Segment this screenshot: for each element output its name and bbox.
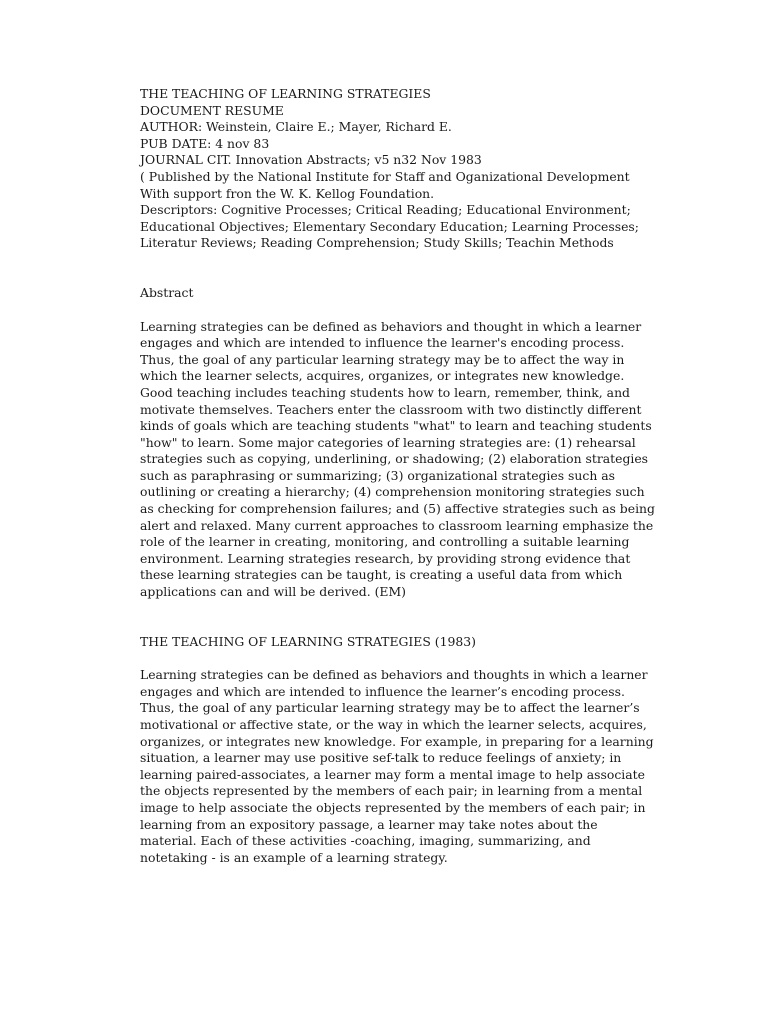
paragraph-line: organizes, or integrates new knowledge. For example, in preparing for a learning [140, 733, 654, 749]
paragraph-line: engages and which are intended to influence the learner's encoding process. [140, 335, 625, 351]
descriptors-line: Literatur Reviews; Reading Comprehension; Study Skills; Teachin Methods [140, 235, 614, 251]
abstract-paragraph [140, 318, 655, 601]
support-line: With support fron the W. K. Kellog Foundation. [140, 185, 435, 201]
paragraph-line: role of the learner in creating, monitoring, and controlling a suitable learning [140, 534, 630, 550]
section-heading: THE TEACHING OF LEARNING STRATEGIES (1983) [140, 633, 476, 649]
paragraph-line: outlining or creating a hierarchy; (4) comprehension monitoring strategies such [140, 484, 645, 500]
document-resume-label: DOCUMENT RESUME [140, 102, 284, 118]
paragraph-line: learning paired-associates, a learner may form a mental image to help associate [140, 766, 645, 782]
document-resume-header [140, 86, 640, 252]
paragraph-line: Thus, the goal of any particular learning strategy may be to affect the way in [140, 351, 625, 367]
paragraph-line: material. Each of these activities -coaching, imaging, summarizing, and [140, 833, 591, 849]
descriptors-line: Descriptors: Cognitive Processes; Critical Reading; Educational Environment; [140, 202, 631, 218]
abstract-heading: Abstract [140, 284, 194, 300]
paragraph-line: learning from an expository passage, a learner may take notes about the [140, 816, 598, 832]
paragraph-line: engages and which are intended to influence the learner’s encoding process. [140, 683, 625, 699]
journal-citation-line: JOURNAL CIT. Innovation Abstracts; v5 n32 Nov 1983 [140, 152, 482, 168]
paragraph-line: Thus, the goal of any particular learning strategy may be to affect the learner’s [140, 700, 640, 716]
document-body [140, 86, 655, 866]
paragraph-line: Good teaching includes teaching students how to learn, remember, think, and [140, 384, 630, 400]
paragraph-line: alert and relaxed. Many current approaches to classroom learning emphasize the [140, 517, 654, 533]
paragraph-line: Learning strategies can be defined as behaviors and thought in which a learner [140, 318, 642, 334]
paragraph-line: environment. Learning strategies research, by providing strong evidence that [140, 550, 631, 566]
descriptors-line: Educational Objectives; Elementary Secondary Education; Learning Processes; [140, 218, 639, 234]
paragraph-line: applications can and will be derived. (EM) [140, 584, 406, 600]
paragraph-line: such as paraphrasing or summarizing; (3) organizational strategies such as [140, 467, 616, 483]
paragraph-line: motivational or affective state, or the way in which the learner selects, acquires, [140, 717, 647, 732]
document-title: THE TEACHING OF LEARNING STRATEGIES [140, 86, 431, 101]
paragraph-line: the objects represented by the members of each pair; in learning from a mental [140, 783, 643, 799]
paragraph-line: "how" to learn. Some major categories of learning strategies are: (1) rehearsal [140, 434, 636, 450]
paragraph-line: motivate themselves. Teachers enter the classroom with two distinctly different [140, 401, 642, 417]
author-line: AUTHOR: Weinstein, Claire E.; Mayer, Richard E. [140, 119, 452, 135]
paragraph-line: strategies such as copying, underlining, or shadowing; (2) elaboration strategies [140, 451, 649, 467]
paragraph-line: which the learner selects, acquires, organizes, or integrates new knowledge. [140, 368, 625, 384]
paragraph-line: as checking for comprehension failures; and (5) affective strategies such as being [140, 501, 655, 517]
paragraph-line: situation, a learner may use positive sef-talk to reduce feelings of anxiety; in [140, 750, 622, 766]
paragraph-line: notetaking - is an example of a learning strategy. [140, 849, 448, 865]
publisher-line: ( Published by the National Institute for Staff and Oganizational Development [140, 168, 630, 184]
paragraph-line: image to help associate the objects represented by the members of each pair; in [140, 799, 646, 815]
paragraph-line: kinds of goals which are teaching students "what" to learn and teaching students [140, 418, 652, 434]
pub-date-line: PUB DATE: 4 nov 83 [140, 135, 270, 151]
section-paragraph [140, 667, 654, 866]
paragraph-line: these learning strategies can be taught, is creating a useful data from which [140, 567, 623, 583]
paragraph-line: Learning strategies can be defined as behaviors and thoughts in which a learner [140, 667, 648, 683]
